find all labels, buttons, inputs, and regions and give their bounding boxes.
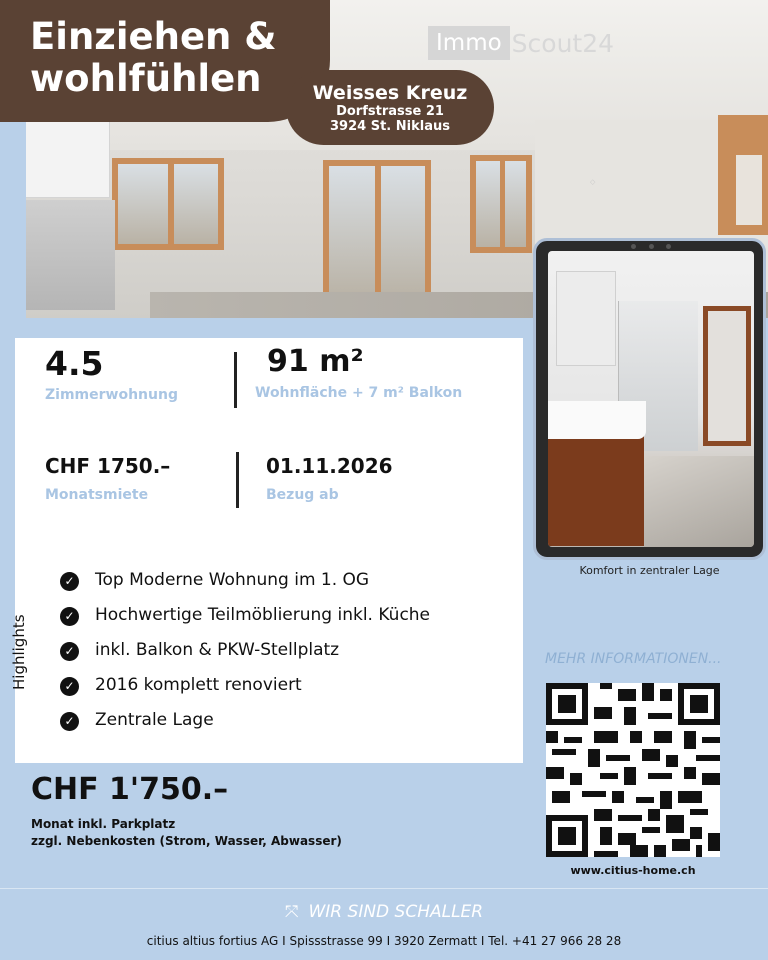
hero-right-door [718,115,768,235]
bathroom-floor [644,456,754,547]
stat-date-value: 01.11.2026 [266,454,393,478]
bathroom-sink [548,401,646,439]
tablet-caption: Komfort in zentraler Lage [579,564,720,577]
check-circle-icon: ✓ [60,677,79,696]
kitchen-backsplash [25,200,115,310]
qr-code-icon[interactable] [546,683,720,857]
footer-slogan [0,902,768,922]
check-circle-icon: ✓ [60,712,79,731]
highlights-title: Highlights [10,614,28,690]
headline [30,16,277,100]
check-circle-icon: ✓ [60,572,79,591]
price-note-line-2: zzgl. Nebenkosten (Strom, Wasser, Abwasser) [31,834,342,848]
price-note-line-1: Monat inkl. Parkplatz [31,817,176,831]
highlight-text: Zentrale Lage [95,709,214,730]
brand-logo-icon: ⤧ [284,902,299,922]
window-mullion [500,161,505,247]
list-item [60,597,430,632]
stat-date-label: Bezug ab [266,487,339,503]
footer-divider [0,888,768,889]
immoscout-logo [428,24,614,62]
highlight-text: inkl. Balkon & PKW-Stellplatz [95,639,340,660]
stat-rent [45,454,170,503]
list-item [60,562,430,597]
tablet-camera [631,244,671,250]
price-amount: CHF 1'750.– [31,772,229,807]
door-panel [736,155,762,225]
highlight-text: 2016 komplett renoviert [95,674,302,695]
tablet-frame [533,238,766,560]
hero-balcony-door [323,160,431,305]
logo-rest-text: Scout24 [511,28,615,58]
footer-contact: citius altius fortius AG I Spissstrasse 99 I 3920 Zermatt I Tel. +41 27 966 28 28 [146,934,622,948]
stat-area [255,344,462,401]
window-mullion [168,164,174,244]
address-badge [286,70,494,145]
kitchen-cabinet [25,120,110,198]
check-circle-icon: ✓ [60,642,79,661]
check-circle-icon: ✓ [60,607,79,626]
address-city: 3924 St. Niklaus [330,119,450,134]
address-name: Weisses Kreuz [312,82,468,104]
stat-rooms [45,344,178,403]
website-url[interactable]: www.citius-home.ch [570,864,696,877]
door-mullion [375,166,381,299]
footer-slogan-text: WIR SIND SCHALLER [308,902,484,922]
divider [236,452,239,508]
stat-area-value: 91 m² [267,344,364,379]
address-street: Dorfstrasse 21 [336,104,444,119]
bathroom-mirror [556,271,616,366]
stat-date [266,454,393,503]
wall-logo-icon: ◇ [590,178,597,186]
highlight-text: Top Moderne Wohnung im 1. OG [95,569,370,590]
more-info-label: MEHR INFORMATIONEN... [545,651,722,667]
stat-rooms-label: Zimmerwohnung [45,387,178,403]
list-item [60,632,430,667]
stat-rooms-value: 4.5 [45,344,104,383]
stat-area-label: Wohnfläche + 7 m² Balkon [255,385,463,401]
bathroom-door [703,306,751,446]
stat-rent-label: Monatsmiete [45,487,149,503]
headline-line-2: wohlfühlen [30,57,262,100]
hero-window-right [470,155,532,253]
headline-line-1: Einziehen & [30,15,277,58]
highlights-list [60,562,430,737]
divider [234,352,237,408]
logo-box-text: Immo [428,26,510,60]
bathroom-photo [548,251,754,547]
list-item [60,702,430,737]
price-note [31,816,342,850]
left-blue-strip [0,110,26,318]
list-item [60,667,430,702]
highlight-text: Hochwertige Teilmöblierung inkl. Küche [95,604,431,625]
stat-rent-value: CHF 1750.– [45,454,171,478]
